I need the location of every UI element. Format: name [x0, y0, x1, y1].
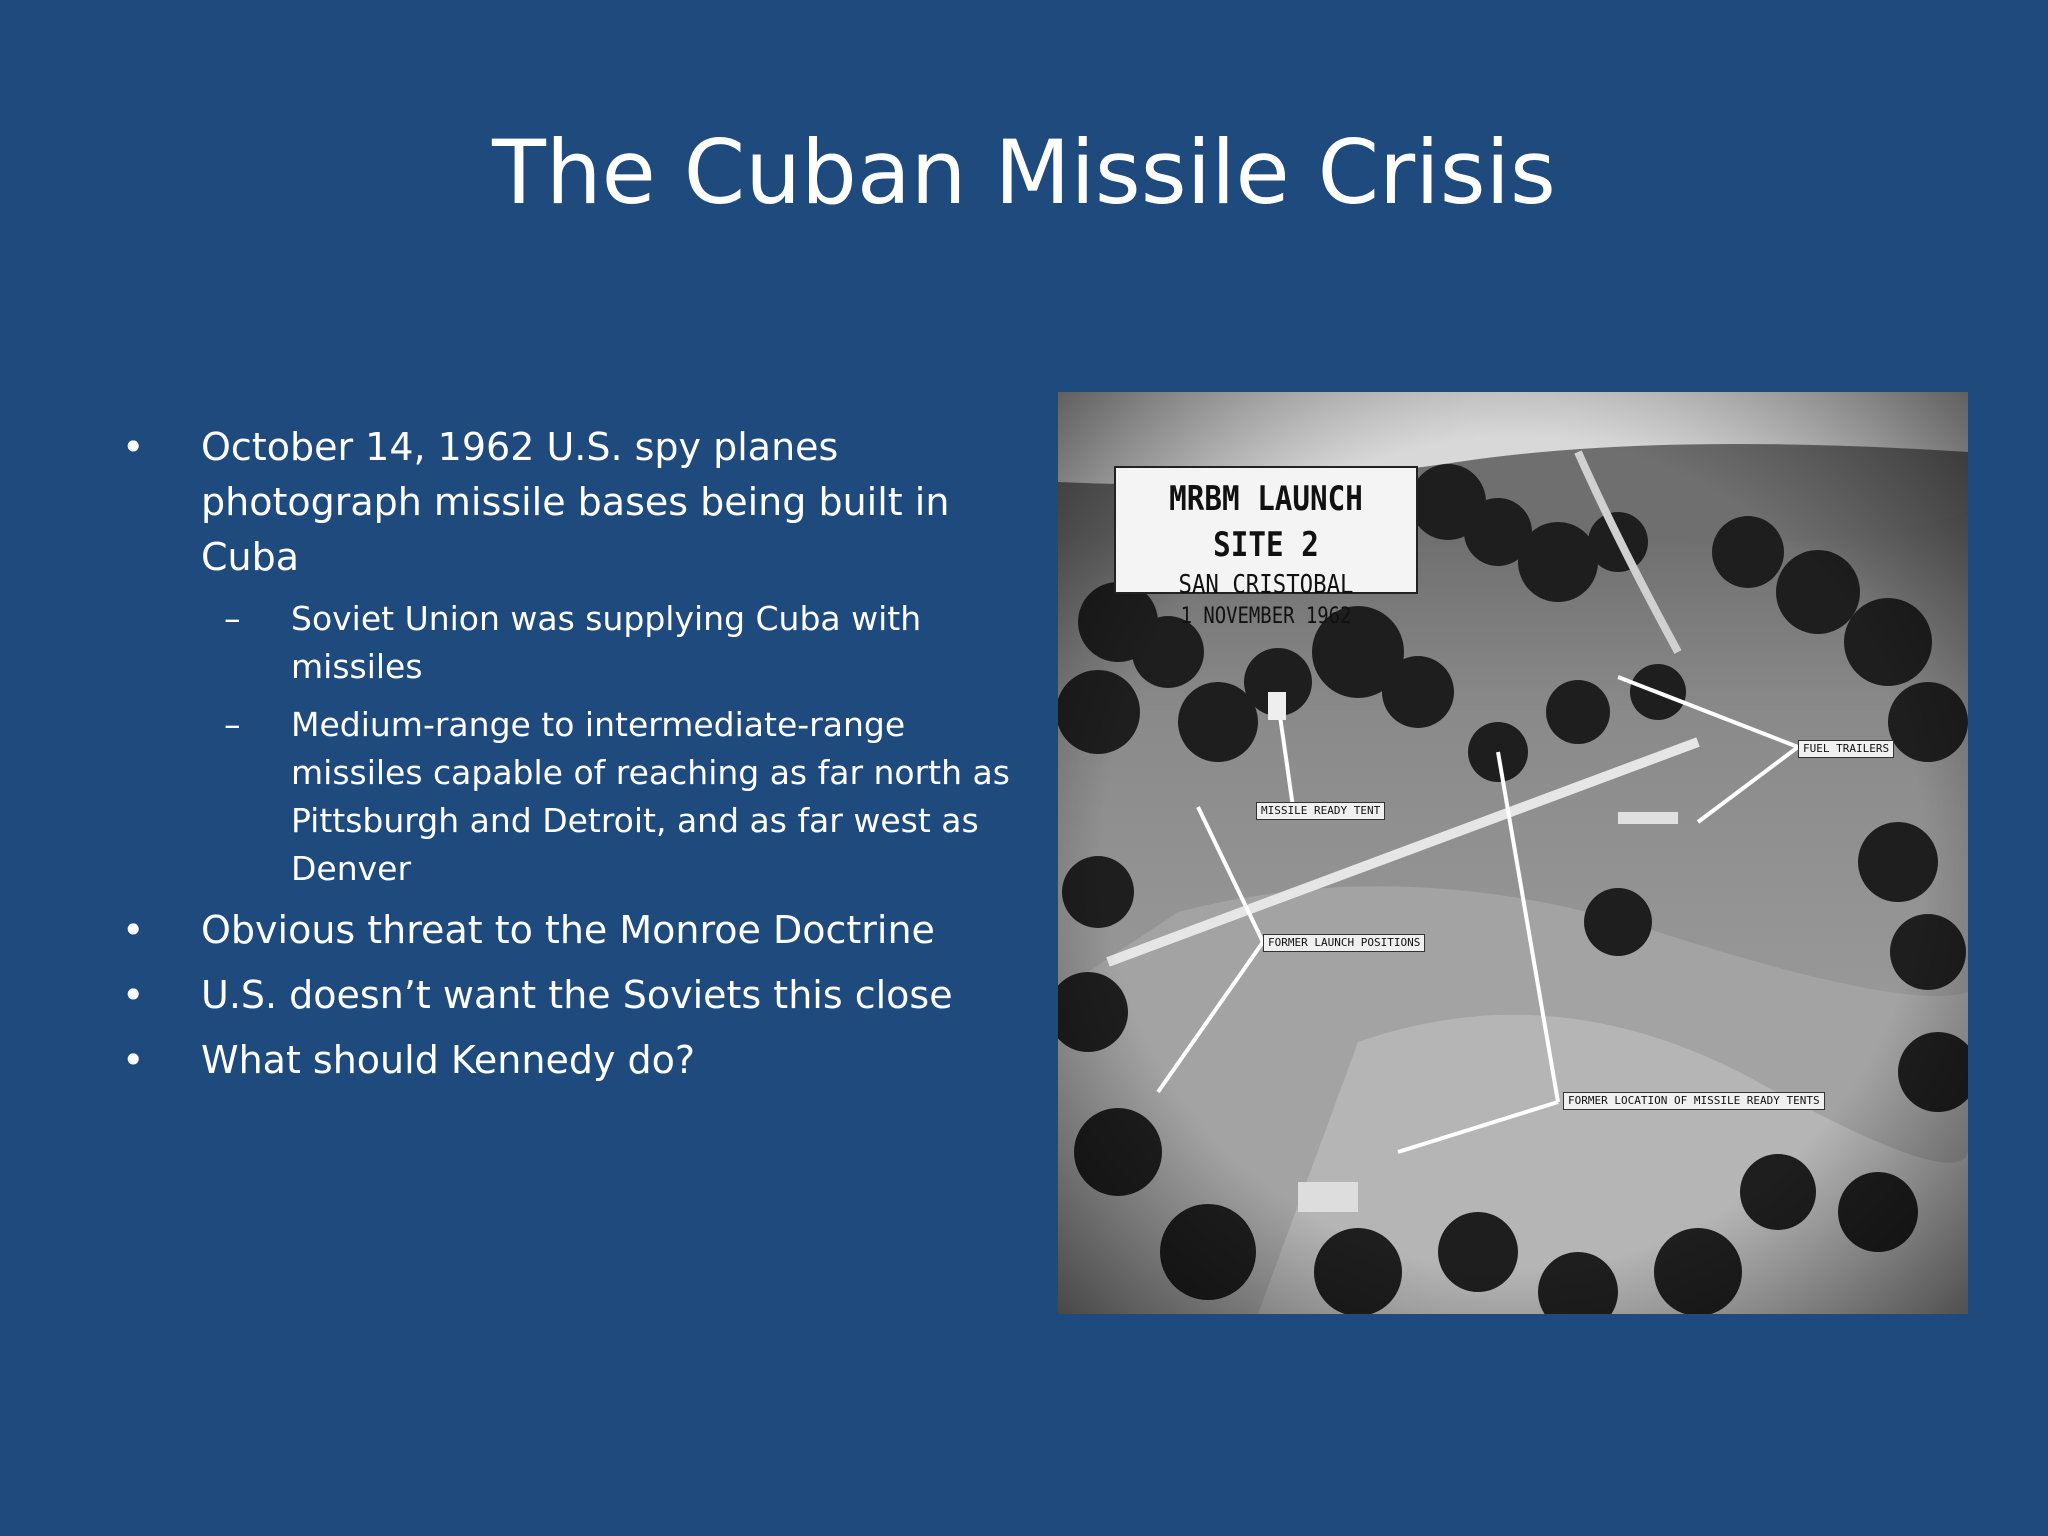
bullet-item [118, 1033, 1018, 1088]
sign-line-title: MRBM LAUNCH SITE 2 [1169, 479, 1363, 565]
bullet-marker: • [122, 425, 145, 469]
bullet-marker: • [122, 908, 145, 952]
former-launch-positions-label: FORMER LAUNCH POSITIONS [1263, 934, 1425, 952]
bullet-text: Obvious threat to the Monroe Doctrine [201, 908, 935, 952]
sign-line-location: SAN CRISTOBAL [1178, 570, 1354, 600]
sign-line-date: 1 NOVEMBER 1962 [1180, 604, 1352, 629]
fuel-trailers-label: FUEL TRAILERS [1798, 740, 1894, 758]
sub-bullet-text: Medium-range to intermediate-range missiles capable of reaching as far north as Pittsburgh and Detroit, and as far west as Denver [291, 705, 1010, 888]
bullet-list [118, 420, 1018, 1098]
sub-bullet-item [118, 701, 1018, 893]
bullet-text: U.S. doesn’t want the Soviets this close [201, 973, 953, 1017]
aerial-reconnaissance-photo [1058, 392, 1968, 1314]
sub-bullet-text: Soviet Union was supplying Cuba with missiles [291, 599, 922, 686]
sub-bullet-marker: – [224, 599, 241, 638]
slide-title: The Cuban Missile Crisis [492, 121, 1556, 224]
bullet-marker: • [122, 1038, 145, 1082]
bullet-item [118, 968, 1018, 1023]
bullet-text: What should Kennedy do? [201, 1038, 696, 1082]
missile-ready-tent-label: MISSILE READY TENT [1256, 802, 1385, 820]
sub-bullet-marker: – [224, 705, 241, 744]
bullet-marker: • [122, 973, 145, 1017]
site-sign-label [1114, 466, 1418, 629]
former-tent-location-label: FORMER LOCATION OF MISSILE READY TENTS [1563, 1092, 1825, 1110]
sub-bullet-item [118, 595, 1018, 691]
bullet-text: October 14, 1962 U.S. spy planes photograph missile bases being built in Cuba [201, 425, 950, 579]
bullet-item [118, 903, 1018, 958]
bullet-item [118, 420, 1018, 585]
